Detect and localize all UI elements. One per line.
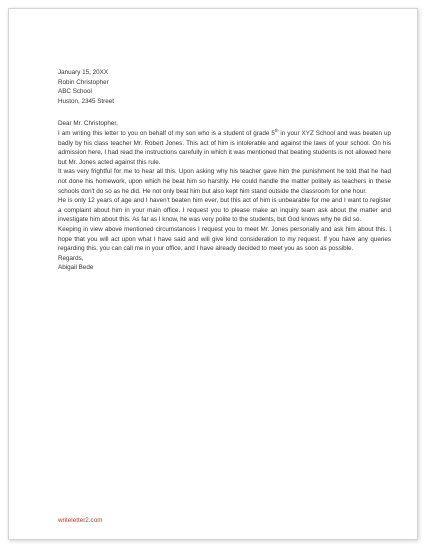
paragraph-3: He is only 12 years of age and I haven't beaten him ever, but this act of him is unbearable for me and I want to register a complaint about him in your main office. I request you to please make an inquiry team ask about the matter and investigate him about this. As far as I know, he was very polite to the students, but God knows why he did so.	[58, 197, 391, 224]
signature-name: Abigail Bede	[58, 264, 94, 272]
paragraph-1-start: I am writing this letter to you on behalf of my son who is a student of grade 5	[58, 129, 275, 137]
paragraph-4: Keeping in view above mentioned circumstances I request you to meet Mr. Jones personally and ask him about this. I hope that you will act upon what I have said and will give kind consideration to my request. If you have any queries regarding this, you can call me in your office, and I have already decided to meet you as soon as possible.	[58, 225, 391, 253]
recipient-address-block	[58, 78, 391, 107]
salutation: Dear Mr. Christopher,	[58, 120, 118, 128]
letter-body	[58, 68, 391, 273]
recipient-name: Robin Christopher	[58, 78, 109, 86]
letter-page	[8, 8, 418, 540]
website-footer-link[interactable]: writeletter2.com	[58, 517, 103, 524]
letter-date: January 15, 20XX	[58, 69, 109, 76]
recipient-organization: ABC School	[58, 88, 92, 96]
paragraph-1	[58, 129, 391, 167]
closing: Regards,	[58, 254, 84, 262]
recipient-address: Huston, 2345 Street	[58, 97, 115, 105]
paragraph-1-rest: in your XYZ School and was beaten up badly by his class teacher Mr. Robert Jones. This act of him is intolerable and against the laws of your school. On his admission here, I had read the instructions carefully in which it was mentioned that beating students is not allowed here but Mr. Jones acted against this rule.	[58, 129, 391, 166]
paragraph-2: It was very frightful for me to hear all this. Upon asking why his teacher gave him the punishment he told that he had not done his homework, upon which he beat him so harshly. He could handle the matter politely as teachers in these schools don't do so as he did. He not only beat him but also kept him stand outside the classroom for one hour.	[58, 168, 391, 195]
grade-superscript: th	[274, 127, 279, 133]
